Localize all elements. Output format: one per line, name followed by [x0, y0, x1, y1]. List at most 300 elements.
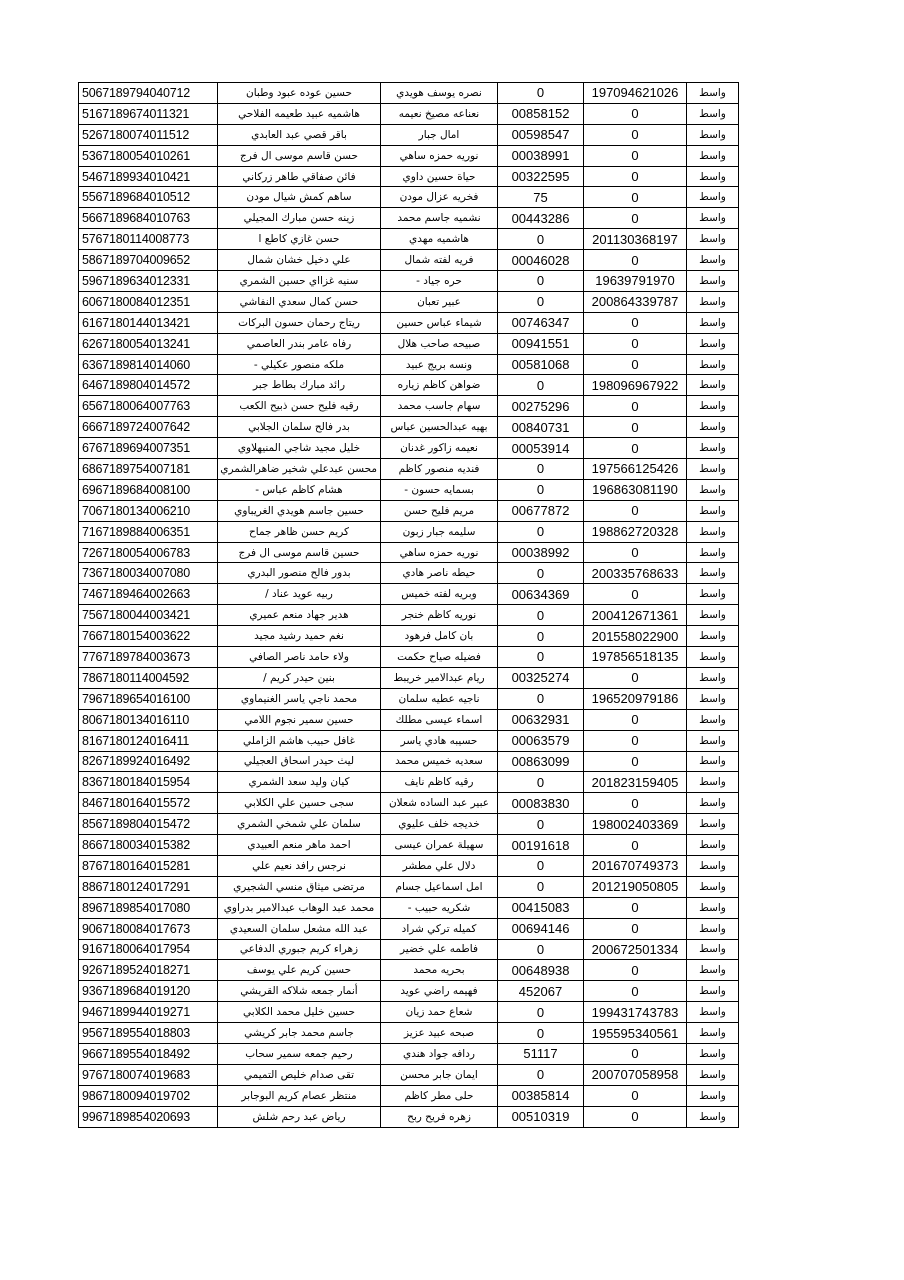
province-cell: واسط: [687, 542, 739, 563]
full-name-cell: رقيه فليح حسن ذبيح الكعب: [218, 396, 381, 417]
record-id-cell: 5067189794040712: [79, 83, 218, 104]
record-id-cell: 7667180154003622: [79, 626, 218, 647]
national-id-cell: 0: [584, 103, 687, 124]
mother-name-cell: ناجيه عطيه سلمان: [381, 688, 498, 709]
mother-name-cell: رقيه كاظم نايف: [381, 772, 498, 793]
table-row: [79, 438, 739, 459]
record-id-cell: 7067180134006210: [79, 500, 218, 521]
mother-name-cell: دلال علي مطشر: [381, 855, 498, 876]
full-name-cell: نغم حميد رشيد مجيد: [218, 626, 381, 647]
national-id-cell: 196520979186: [584, 688, 687, 709]
mother-name-cell: فهيمه راضي عويد: [381, 981, 498, 1002]
national-id-cell: 198862720328: [584, 521, 687, 542]
card-number-cell: 0: [498, 876, 584, 897]
card-number-cell: 0: [498, 229, 584, 250]
table-row: [79, 835, 739, 856]
province-cell: واسط: [687, 166, 739, 187]
province-cell: واسط: [687, 208, 739, 229]
record-id-cell: 5567189684010512: [79, 187, 218, 208]
national-id-cell: 201823159405: [584, 772, 687, 793]
card-number-cell: 0: [498, 626, 584, 647]
table-row: [79, 333, 739, 354]
mother-name-cell: نوريه حمزه ساهي: [381, 542, 498, 563]
full-name-cell: أنمار جمعه شلاكه القريشي: [218, 981, 381, 1002]
full-name-cell: سلمان علي شمخي الشمري: [218, 814, 381, 835]
record-id-cell: 5267180074011512: [79, 124, 218, 145]
full-name-cell: علي دخيل خشان شمال: [218, 250, 381, 271]
full-name-cell: بدور فالح منصور البدري: [218, 563, 381, 584]
national-id-cell: 0: [584, 500, 687, 521]
province-cell: واسط: [687, 667, 739, 688]
record-id-cell: 9567189554018803: [79, 1023, 218, 1044]
card-number-cell: 00083830: [498, 793, 584, 814]
card-number-cell: 00063579: [498, 730, 584, 751]
card-number-cell: 00038991: [498, 145, 584, 166]
card-number-cell: 00191618: [498, 835, 584, 856]
full-name-cell: بنين حيدر كريم /: [218, 667, 381, 688]
table-row: [79, 772, 739, 793]
mother-name-cell: خديجه خلف عليوي: [381, 814, 498, 835]
national-id-cell: 0: [584, 751, 687, 772]
mother-name-cell: ونسه بريج عبيد: [381, 354, 498, 375]
national-id-cell: 0: [584, 208, 687, 229]
record-id-cell: 8267189924016492: [79, 751, 218, 772]
card-number-cell: 0: [498, 479, 584, 500]
full-name-cell: باقر قصي عبد العابدي: [218, 124, 381, 145]
province-cell: واسط: [687, 250, 739, 271]
record-id-cell: 9167180064017954: [79, 939, 218, 960]
full-name-cell: ساهم كمش شيال مودن: [218, 187, 381, 208]
mother-name-cell: فاطمه علي خضير: [381, 939, 498, 960]
province-cell: واسط: [687, 605, 739, 626]
card-number-cell: 00053914: [498, 438, 584, 459]
province-cell: واسط: [687, 814, 739, 835]
mother-name-cell: حسيبه هادي ياسر: [381, 730, 498, 751]
card-number-cell: 00322595: [498, 166, 584, 187]
province-cell: واسط: [687, 291, 739, 312]
national-id-cell: 197094621026: [584, 83, 687, 104]
card-number-cell: 00510319: [498, 1106, 584, 1127]
full-name-cell: رفاه عامر بندر العاصمي: [218, 333, 381, 354]
record-id-cell: 8867180124017291: [79, 876, 218, 897]
province-cell: واسط: [687, 479, 739, 500]
full-name-cell: ربيه عويد عناد /: [218, 584, 381, 605]
national-id-cell: 201670749373: [584, 855, 687, 876]
record-id-cell: 6267180054013241: [79, 333, 218, 354]
table-row: [79, 918, 739, 939]
records-table: [78, 82, 739, 1128]
table-row: [79, 1002, 739, 1023]
records-table-body: [79, 83, 739, 1128]
card-number-cell: 75: [498, 187, 584, 208]
table-row: [79, 479, 739, 500]
province-cell: واسط: [687, 145, 739, 166]
record-id-cell: 5867189704009652: [79, 250, 218, 271]
card-number-cell: 0: [498, 375, 584, 396]
province-cell: واسط: [687, 417, 739, 438]
full-name-cell: مرتضى ميثاق منسي الشجيري: [218, 876, 381, 897]
national-id-cell: 200335768633: [584, 563, 687, 584]
full-name-cell: رياض عبد رحم شلش: [218, 1106, 381, 1127]
province-cell: واسط: [687, 584, 739, 605]
card-number-cell: 00385814: [498, 1085, 584, 1106]
full-name-cell: كيان وليد سعد الشمري: [218, 772, 381, 793]
province-cell: واسط: [687, 709, 739, 730]
table-row: [79, 709, 739, 730]
card-number-cell: 00275296: [498, 396, 584, 417]
full-name-cell: زهراء كريم جبوري الدفاعي: [218, 939, 381, 960]
full-name-cell: هشام كاظم عباس -: [218, 479, 381, 500]
mother-name-cell: بهيه عبدالحسين عباس: [381, 417, 498, 438]
full-name-cell: فائن صفاقي طاهر زركاني: [218, 166, 381, 187]
record-id-cell: 8767180164015281: [79, 855, 218, 876]
table-row: [79, 667, 739, 688]
mother-name-cell: بحريه محمد: [381, 960, 498, 981]
mother-name-cell: بان كامل فرهود: [381, 626, 498, 647]
record-id-cell: 5167189674011321: [79, 103, 218, 124]
table-row: [79, 375, 739, 396]
record-id-cell: 7467189464002663: [79, 584, 218, 605]
table-row: [79, 1023, 739, 1044]
table-row: [79, 417, 739, 438]
table-row: [79, 500, 739, 521]
full-name-cell: غافل حبيب هاشم الزاملي: [218, 730, 381, 751]
table-row: [79, 626, 739, 647]
mother-name-cell: سعديه خميس محمد: [381, 751, 498, 772]
full-name-cell: سجى حسين علي الكلابي: [218, 793, 381, 814]
record-id-cell: 8167180124016411: [79, 730, 218, 751]
full-name-cell: سنيه غزااي حسين الشمري: [218, 271, 381, 292]
province-cell: واسط: [687, 396, 739, 417]
full-name-cell: نرجس رافد نعيم علي: [218, 855, 381, 876]
mother-name-cell: ايمان جابر محسن: [381, 1064, 498, 1085]
table-row: [79, 751, 739, 772]
table-row: [79, 981, 739, 1002]
full-name-cell: هاشميه عبيد طعيمه الفلاحي: [218, 103, 381, 124]
national-id-cell: 201130368197: [584, 229, 687, 250]
table-row: [79, 166, 739, 187]
record-id-cell: 7967189654016100: [79, 688, 218, 709]
record-id-cell: 6767189694007351: [79, 438, 218, 459]
province-cell: واسط: [687, 1106, 739, 1127]
national-id-cell: 0: [584, 187, 687, 208]
table-row: [79, 876, 739, 897]
card-number-cell: 452067: [498, 981, 584, 1002]
table-row: [79, 103, 739, 124]
record-id-cell: 6367189814014060: [79, 354, 218, 375]
national-id-cell: 200412671361: [584, 605, 687, 626]
card-number-cell: 0: [498, 563, 584, 584]
card-number-cell: 00746347: [498, 312, 584, 333]
full-name-cell: خليل مجيد شاجي المنيهلاوي: [218, 438, 381, 459]
national-id-cell: 0: [584, 835, 687, 856]
mother-name-cell: نوريه كاظم خنجر: [381, 605, 498, 626]
mother-name-cell: نصره يوسف هويدي: [381, 83, 498, 104]
card-number-cell: 00046028: [498, 250, 584, 271]
full-name-cell: ملكه منصور عكيلي -: [218, 354, 381, 375]
mother-name-cell: فخريه عزال مودن: [381, 187, 498, 208]
record-id-cell: 6467189804014572: [79, 375, 218, 396]
full-name-cell: ليث حيدر اسحاق العجيلي: [218, 751, 381, 772]
province-cell: واسط: [687, 438, 739, 459]
mother-name-cell: فنديه منصور كاظم: [381, 459, 498, 480]
mother-name-cell: نعيمه زاكور غدنان: [381, 438, 498, 459]
mother-name-cell: عبير عبد الساده شعلان: [381, 793, 498, 814]
record-id-cell: 9767180074019683: [79, 1064, 218, 1085]
province-cell: واسط: [687, 124, 739, 145]
table-row: [79, 897, 739, 918]
full-name-cell: تقى صدام خليص التميمي: [218, 1064, 381, 1085]
record-id-cell: 9867180094019702: [79, 1085, 218, 1106]
national-id-cell: 0: [584, 396, 687, 417]
mother-name-cell: حيطه ناصر هادي: [381, 563, 498, 584]
table-row: [79, 312, 739, 333]
mother-name-cell: سليمه جبار زبون: [381, 521, 498, 542]
province-cell: واسط: [687, 354, 739, 375]
mother-name-cell: شكريه حبيب -: [381, 897, 498, 918]
province-cell: واسط: [687, 103, 739, 124]
mother-name-cell: نعناعه مصيخ نعيمه: [381, 103, 498, 124]
province-cell: واسط: [687, 1085, 739, 1106]
record-id-cell: 6867189754007181: [79, 459, 218, 480]
record-id-cell: 9367189684019120: [79, 981, 218, 1002]
mother-name-cell: بسمايه حسون -: [381, 479, 498, 500]
mother-name-cell: امل اسماعيل جسام: [381, 876, 498, 897]
province-cell: واسط: [687, 960, 739, 981]
record-id-cell: 9267189524018271: [79, 960, 218, 981]
record-id-cell: 9967189854020693: [79, 1106, 218, 1127]
table-row: [79, 291, 739, 312]
full-name-cell: حسين جاسم هويدي الغريباوي: [218, 500, 381, 521]
table-row: [79, 271, 739, 292]
card-number-cell: 00325274: [498, 667, 584, 688]
mother-name-cell: مريم فليح حسن: [381, 500, 498, 521]
record-id-cell: 9067180084017673: [79, 918, 218, 939]
province-cell: واسط: [687, 500, 739, 521]
record-id-cell: 6567180064007763: [79, 396, 218, 417]
card-number-cell: 00941551: [498, 333, 584, 354]
province-cell: واسط: [687, 772, 739, 793]
table-row: [79, 605, 739, 626]
mother-name-cell: فضيله صياح حكمت: [381, 647, 498, 668]
card-number-cell: 00581068: [498, 354, 584, 375]
mother-name-cell: نوريه حمزه ساهي: [381, 145, 498, 166]
full-name-cell: حسين خليل محمد الكلابي: [218, 1002, 381, 1023]
mother-name-cell: حلى مطر كاظم: [381, 1085, 498, 1106]
province-cell: واسط: [687, 835, 739, 856]
mother-name-cell: ريام عبدالامير خريبط: [381, 667, 498, 688]
national-id-cell: 200707058958: [584, 1064, 687, 1085]
national-id-cell: 0: [584, 166, 687, 187]
national-id-cell: 201219050805: [584, 876, 687, 897]
national-id-cell: 0: [584, 897, 687, 918]
full-name-cell: حسين قاسم موسى ال فرج: [218, 542, 381, 563]
record-id-cell: 7567180044003421: [79, 605, 218, 626]
province-cell: واسط: [687, 271, 739, 292]
mother-name-cell: هاشميه مهدي: [381, 229, 498, 250]
mother-name-cell: صبيحه صاحب هلال: [381, 333, 498, 354]
card-number-cell: 0: [498, 1023, 584, 1044]
national-id-cell: 0: [584, 542, 687, 563]
full-name-cell: هدير جهاد منعم عميري: [218, 605, 381, 626]
record-id-cell: 6067180084012351: [79, 291, 218, 312]
province-cell: واسط: [687, 312, 739, 333]
province-cell: واسط: [687, 187, 739, 208]
card-number-cell: 00648938: [498, 960, 584, 981]
table-row: [79, 563, 739, 584]
national-id-cell: 0: [584, 417, 687, 438]
national-id-cell: 200864339787: [584, 291, 687, 312]
full-name-cell: محمد عبد الوهاب عبدالامير بدراوي: [218, 897, 381, 918]
province-cell: واسط: [687, 897, 739, 918]
full-name-cell: كريم حسن ظاهر جماح: [218, 521, 381, 542]
record-id-cell: 6167180144013421: [79, 312, 218, 333]
table-row: [79, 542, 739, 563]
national-id-cell: 0: [584, 1043, 687, 1064]
national-id-cell: 197566125426: [584, 459, 687, 480]
national-id-cell: 195595340561: [584, 1023, 687, 1044]
record-id-cell: 8367180184015954: [79, 772, 218, 793]
mother-name-cell: سهام جاسب محمد: [381, 396, 498, 417]
national-id-cell: 0: [584, 709, 687, 730]
record-id-cell: 7767189784003673: [79, 647, 218, 668]
record-id-cell: 8467180164015572: [79, 793, 218, 814]
full-name-cell: حسين عوده عبود وطبان: [218, 83, 381, 104]
full-name-cell: بدر فالح سلمان الجلابي: [218, 417, 381, 438]
table-row: [79, 521, 739, 542]
table-row: [79, 1085, 739, 1106]
national-id-cell: 0: [584, 730, 687, 751]
record-id-cell: 7367180034007080: [79, 563, 218, 584]
table-row: [79, 688, 739, 709]
full-name-cell: منتظر عصام كريم البوجابر: [218, 1085, 381, 1106]
province-cell: واسط: [687, 855, 739, 876]
full-name-cell: عبد الله مشعل سلمان السعيدي: [218, 918, 381, 939]
card-number-cell: 0: [498, 1064, 584, 1085]
record-id-cell: 5967189634012331: [79, 271, 218, 292]
card-number-cell: 00443286: [498, 208, 584, 229]
card-number-cell: 0: [498, 939, 584, 960]
national-id-cell: 0: [584, 584, 687, 605]
card-number-cell: 00677872: [498, 500, 584, 521]
mother-name-cell: شعاع حمد زيان: [381, 1002, 498, 1023]
national-id-cell: 200672501334: [584, 939, 687, 960]
province-cell: واسط: [687, 229, 739, 250]
province-cell: واسط: [687, 730, 739, 751]
province-cell: واسط: [687, 563, 739, 584]
province-cell: واسط: [687, 521, 739, 542]
record-id-cell: 7167189884006351: [79, 521, 218, 542]
card-number-cell: 00038992: [498, 542, 584, 563]
full-name-cell: محسن عبدعلي شخير ضاهرالشمري: [218, 459, 381, 480]
national-id-cell: 0: [584, 918, 687, 939]
full-name-cell: محمد ناجي ياسر الغنيماوي: [218, 688, 381, 709]
full-name-cell: رحيم جمعه سمير سحاب: [218, 1043, 381, 1064]
card-number-cell: 00632931: [498, 709, 584, 730]
province-cell: واسط: [687, 688, 739, 709]
record-id-cell: 9667189554018492: [79, 1043, 218, 1064]
table-row: [79, 730, 739, 751]
record-id-cell: 8967189854017080: [79, 897, 218, 918]
province-cell: واسط: [687, 626, 739, 647]
province-cell: واسط: [687, 1023, 739, 1044]
province-cell: واسط: [687, 333, 739, 354]
card-number-cell: 0: [498, 291, 584, 312]
mother-name-cell: زهره فريح ربح: [381, 1106, 498, 1127]
table-row: [79, 1106, 739, 1127]
table-row: [79, 647, 739, 668]
card-number-cell: 0: [498, 814, 584, 835]
card-number-cell: 0: [498, 605, 584, 626]
record-id-cell: 5767180114008773: [79, 229, 218, 250]
mother-name-cell: ضواهن كاظم زياره: [381, 375, 498, 396]
national-id-cell: 0: [584, 124, 687, 145]
table-row: [79, 855, 739, 876]
record-id-cell: 8567189804015472: [79, 814, 218, 835]
table-row: [79, 250, 739, 271]
card-number-cell: 0: [498, 855, 584, 876]
mother-name-cell: شيماء عباس حسين: [381, 312, 498, 333]
table-row: [79, 396, 739, 417]
table-row: [79, 124, 739, 145]
table-row: [79, 814, 739, 835]
record-id-cell: 7267180054006783: [79, 542, 218, 563]
province-cell: واسط: [687, 647, 739, 668]
national-id-cell: 198096967922: [584, 375, 687, 396]
table-row: [79, 145, 739, 166]
national-id-cell: 0: [584, 145, 687, 166]
province-cell: واسط: [687, 1043, 739, 1064]
record-id-cell: 5667189684010763: [79, 208, 218, 229]
province-cell: واسط: [687, 83, 739, 104]
record-id-cell: 6967189684008100: [79, 479, 218, 500]
full-name-cell: جاسم محمد جابر كريشي: [218, 1023, 381, 1044]
mother-name-cell: حره جياد -: [381, 271, 498, 292]
mother-name-cell: امال جبار: [381, 124, 498, 145]
mother-name-cell: وبريه لفته خميس: [381, 584, 498, 605]
table-row: [79, 1043, 739, 1064]
table-row: [79, 1064, 739, 1085]
province-cell: واسط: [687, 793, 739, 814]
record-id-cell: 5367180054010261: [79, 145, 218, 166]
national-id-cell: 0: [584, 793, 687, 814]
mother-name-cell: حياة حسين داوي: [381, 166, 498, 187]
full-name-cell: حسين سمير نجوم اللامي: [218, 709, 381, 730]
card-number-cell: 0: [498, 772, 584, 793]
province-cell: واسط: [687, 918, 739, 939]
card-number-cell: 0: [498, 83, 584, 104]
mother-name-cell: فريه لفته شمال: [381, 250, 498, 271]
province-cell: واسط: [687, 876, 739, 897]
table-row: [79, 960, 739, 981]
mother-name-cell: ردافه جواد هندي: [381, 1043, 498, 1064]
national-id-cell: 0: [584, 438, 687, 459]
card-number-cell: 0: [498, 647, 584, 668]
mother-name-cell: اسماء عيسى مطلك: [381, 709, 498, 730]
full-name-cell: حسن غازي كاطع ا: [218, 229, 381, 250]
mother-name-cell: صبحه عبيد عزيز: [381, 1023, 498, 1044]
card-number-cell: 51117: [498, 1043, 584, 1064]
card-number-cell: 00858152: [498, 103, 584, 124]
record-id-cell: 9467189944019271: [79, 1002, 218, 1023]
full-name-cell: رائد مبارك بطاط جبر: [218, 375, 381, 396]
province-cell: واسط: [687, 751, 739, 772]
table-row: [79, 584, 739, 605]
card-number-cell: 00598547: [498, 124, 584, 145]
card-number-cell: 00840731: [498, 417, 584, 438]
card-number-cell: 00863099: [498, 751, 584, 772]
table-row: [79, 354, 739, 375]
